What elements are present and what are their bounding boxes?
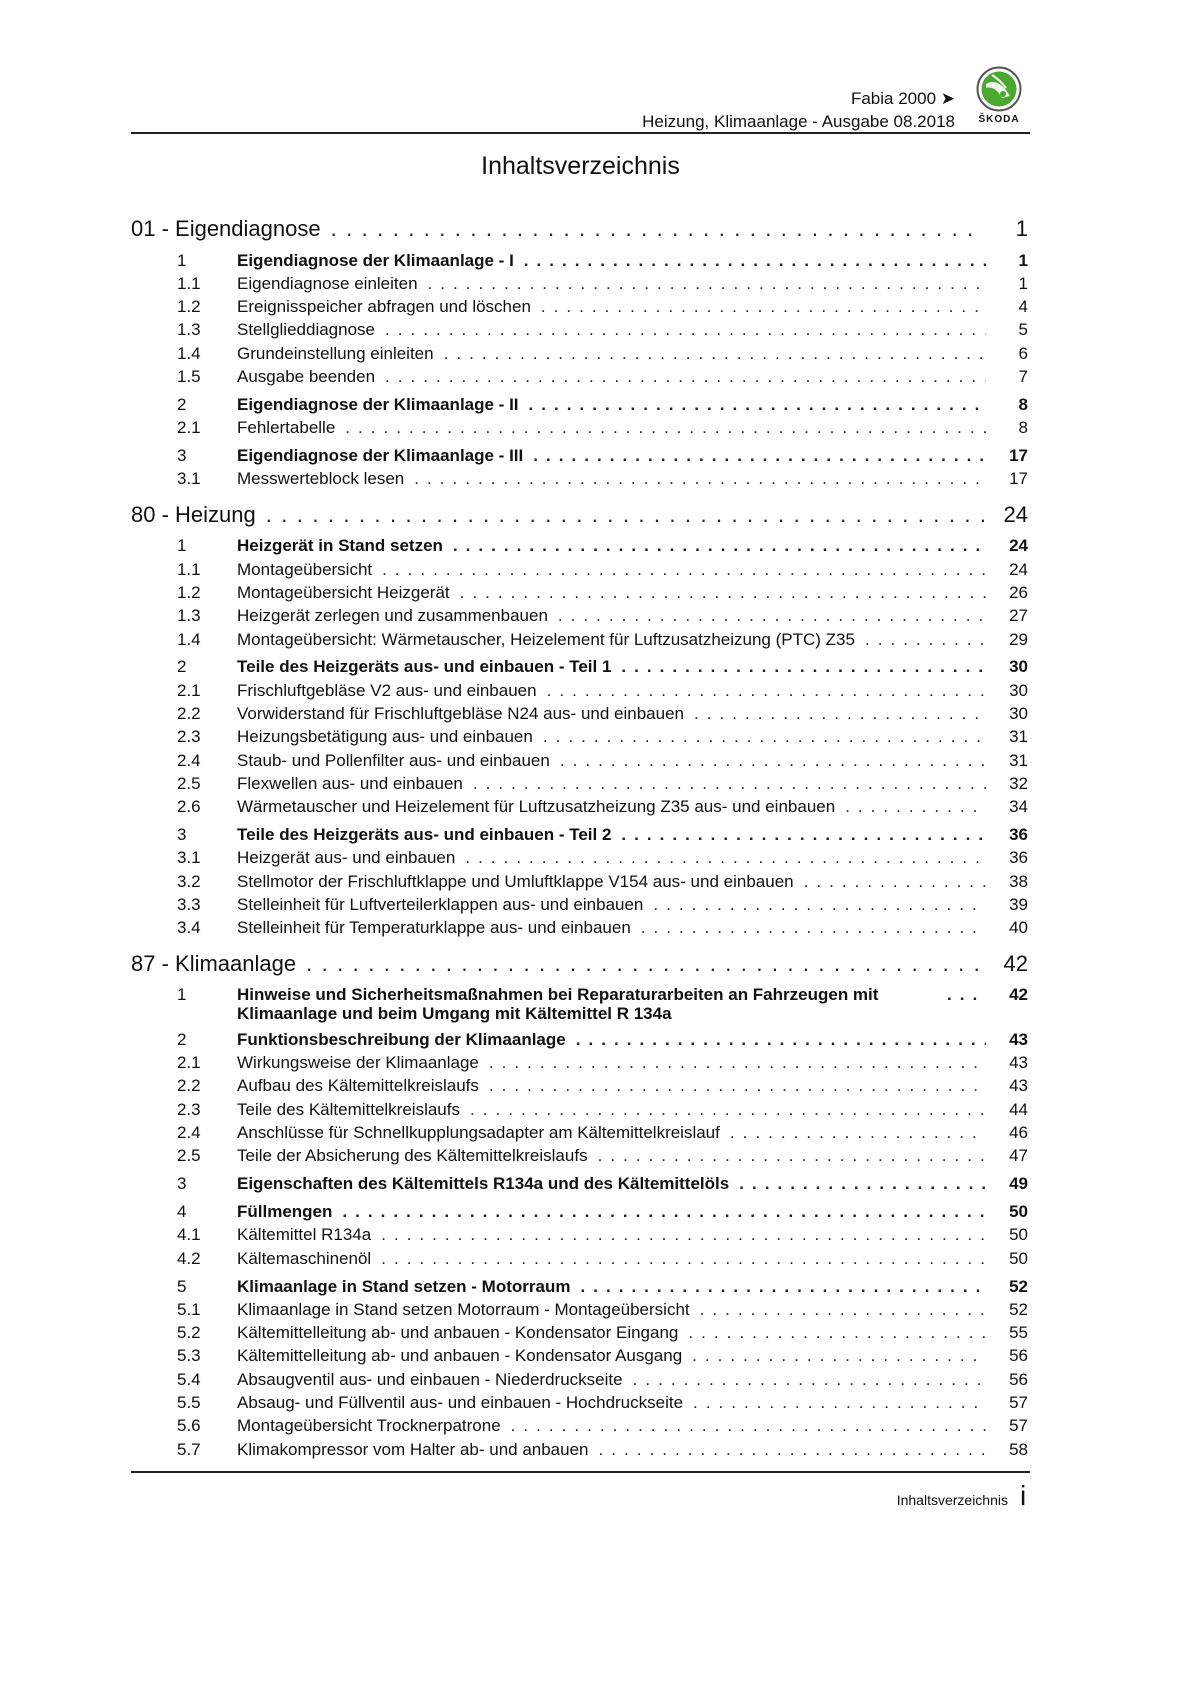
toc-page: 1 [1018, 250, 1028, 270]
toc-number: 2 [177, 394, 187, 414]
toc-entry[interactable] [131, 1074, 1028, 1097]
toc-number: 5.6 [177, 1416, 201, 1436]
toc-page: 32 [1009, 773, 1028, 793]
toc-page: 24 [1009, 536, 1028, 556]
toc-page: 44 [1009, 1099, 1028, 1119]
toc-page: 57 [1009, 1393, 1028, 1412]
toc-entry[interactable] [131, 893, 1028, 916]
toc-number: 1.3 [177, 320, 201, 340]
toc-entry[interactable] [131, 870, 1028, 893]
toc-title: Klimakompressor vom Halter ab- und anbauen [237, 1439, 589, 1459]
toc-page: 40 [1009, 918, 1028, 938]
toc-title: Montageübersicht Trocknerpatrone [237, 1416, 501, 1436]
toc-number: 1.5 [177, 367, 201, 387]
toc-entry[interactable] [131, 1200, 1028, 1223]
toc-entry[interactable] [131, 823, 1028, 846]
toc-number: 3 [177, 446, 187, 466]
toc-title: Staub- und Pollenfilter aus- und einbauen [237, 750, 550, 770]
toc-entry[interactable] [131, 1172, 1028, 1195]
dot-leader [947, 983, 986, 1006]
toc-entry[interactable] [131, 1121, 1028, 1144]
dot-leader [688, 1321, 986, 1344]
toc-title: Vorwiderstand für Frischluftgebläse N24 aus- und einbauen [237, 704, 684, 724]
toc-title: Ausgabe beenden [237, 367, 376, 387]
toc-page: 1 [1015, 216, 1028, 241]
toc-page: 6 [1018, 343, 1028, 363]
toc-title: Anschlüsse für Schnellkupplungsadapter am Kältemittelkreislauf [237, 1122, 720, 1142]
dot-leader [381, 1223, 986, 1246]
toc-title: Stellglieddiagnose [237, 320, 375, 340]
toc-title: Stellmotor der Frischluftklappe und Umluftklappe V154 aus- und einbauen [237, 871, 794, 891]
toc-title: Heizgerät aus- und einbauen [237, 848, 456, 868]
toc-title: Absaugventil aus- und einbauen - Niederdruckseite [237, 1369, 623, 1389]
footer-rule [131, 1471, 1030, 1473]
toc-number: 1 [177, 250, 187, 270]
toc-title: Heizgerät in Stand setzen [237, 536, 443, 556]
toc-page: 24 [1003, 501, 1028, 527]
dot-leader [306, 949, 984, 979]
toc-number: 1.1 [177, 273, 201, 293]
dot-leader [511, 1414, 986, 1437]
toc-number: 2.3 [177, 1099, 201, 1119]
toc-entry[interactable] [131, 416, 1028, 439]
dot-leader [385, 318, 986, 341]
dot-leader [865, 628, 986, 651]
toc-number: 2.2 [177, 1076, 201, 1096]
toc-page: 49 [1009, 1174, 1028, 1194]
toc-title: Kältemaschinenöl [237, 1248, 372, 1268]
dot-leader [804, 870, 986, 893]
toc-number: 3 [177, 1174, 187, 1194]
dot-leader [345, 416, 986, 439]
toc-entry[interactable] [131, 249, 1028, 272]
toc-title: Messwerteblock lesen [237, 469, 405, 489]
toc-title: Teile des Heizgeräts aus- und einbauen - Teil 2 [237, 825, 612, 845]
toc-page: 46 [1009, 1122, 1028, 1142]
toc-chapter[interactable] [131, 949, 1028, 979]
dot-leader [598, 1144, 986, 1167]
header-model: Fabia 2000 ➤ [850, 89, 955, 108]
dot-leader [489, 1074, 986, 1097]
dot-leader [653, 893, 986, 916]
toc-page: 50 [1009, 1202, 1028, 1222]
toc-number: 2.1 [177, 680, 201, 700]
dot-leader [428, 272, 986, 295]
toc-entry[interactable] [131, 1028, 1028, 1051]
toc-page: 39 [1009, 894, 1028, 914]
toc-number: 2.1 [177, 1053, 201, 1073]
dot-leader [547, 679, 986, 702]
toc-page: 42 [1009, 985, 1028, 1005]
toc-page: 50 [1009, 1248, 1028, 1268]
toc-title: Eigendiagnose der Klimaanlage - I [237, 250, 514, 270]
toc-number: 1.4 [177, 629, 201, 649]
toc-number: 4.1 [177, 1225, 201, 1245]
toc-title: Aufbau des Kältemittelkreislaufs [237, 1076, 479, 1096]
dot-leader [694, 702, 986, 725]
toc-title: Montageübersicht [237, 559, 373, 579]
toc-title: Füllmengen [237, 1202, 333, 1222]
toc-page: 5 [1018, 320, 1028, 340]
toc-number: 1 [177, 985, 187, 1005]
dot-leader [693, 1391, 986, 1414]
toc-page: 1 [1018, 273, 1028, 293]
toc-entry[interactable] [131, 467, 1028, 490]
dot-leader [444, 342, 986, 365]
toc-chapter[interactable] [131, 214, 1028, 244]
toc-entry[interactable] [131, 1275, 1028, 1298]
toc-page: 30 [1009, 704, 1028, 724]
toc-entry[interactable] [131, 655, 1028, 678]
toc-title: Stelleinheit für Luftverteilerklappen aus- und einbauen [237, 894, 644, 914]
dot-leader [560, 749, 986, 772]
dot-leader [730, 1121, 986, 1144]
toc-entry[interactable] [131, 1051, 1028, 1074]
page-title: Inhaltsverzeichnis [481, 152, 680, 180]
toc-page: 34 [1009, 797, 1028, 817]
toc-page: 29 [1009, 629, 1028, 649]
dot-leader [543, 725, 986, 748]
toc-title: Stelleinheit für Temperaturklappe aus- und einbauen [237, 918, 631, 938]
toc-number: 2.4 [177, 1122, 201, 1142]
toc-title: Absaug- und Füllventil aus- und einbauen - Hochdruckseite [237, 1393, 684, 1412]
toc-number: 5.4 [177, 1369, 201, 1389]
toc-number: 5 [177, 1276, 187, 1296]
dot-leader [633, 1368, 986, 1391]
toc-number: 3.3 [177, 894, 201, 914]
dot-leader [382, 558, 986, 581]
dot-leader [473, 772, 986, 795]
toc-entry[interactable] [131, 749, 1028, 772]
toc-entry[interactable] [131, 1344, 1028, 1367]
dot-leader [621, 655, 986, 678]
toc-title: Eigendiagnose einleiten [237, 273, 418, 293]
toc-entry[interactable] [131, 1391, 1028, 1414]
toc-page: 31 [1009, 727, 1028, 747]
dot-leader [599, 1438, 986, 1461]
toc-title: Flexwellen aus- und einbauen [237, 773, 463, 793]
toc-title: Kältemittel R134a [237, 1225, 372, 1245]
toc-entry[interactable] [131, 581, 1028, 604]
dot-leader [621, 823, 986, 846]
toc-number: 2 [177, 657, 187, 677]
toc-page: 8 [1018, 394, 1028, 414]
toc-entry[interactable] [131, 534, 1028, 557]
dot-leader [692, 1344, 986, 1367]
toc-number: 3.1 [177, 469, 201, 489]
toc-page: 27 [1009, 606, 1028, 626]
dot-leader [381, 1247, 986, 1270]
dot-leader [385, 365, 986, 388]
toc-title: Heizungsbetätigung aus- und einbauen [237, 727, 533, 747]
toc-page: 55 [1009, 1323, 1028, 1343]
dot-leader [529, 393, 986, 416]
toc-page: 31 [1009, 750, 1028, 770]
toc-title: Wirkungsweise der Klimaanlage [237, 1053, 479, 1073]
toc-page: 26 [1009, 582, 1028, 602]
toc-number: 2.3 [177, 727, 201, 747]
toc-title: Teile des Kältemittelkreislaufs [237, 1099, 460, 1119]
dot-leader [576, 1028, 986, 1051]
toc-number: 5.7 [177, 1439, 201, 1459]
toc-entry[interactable] [131, 1144, 1028, 1167]
toc-entry[interactable] [131, 725, 1028, 748]
dot-leader [558, 604, 986, 627]
toc-page: 7 [1018, 367, 1028, 387]
dot-leader [739, 1172, 986, 1195]
toc-entry[interactable] [131, 342, 1028, 365]
toc-page: 57 [1009, 1416, 1028, 1436]
toc-page: 56 [1009, 1346, 1028, 1366]
toc-entry[interactable] [131, 604, 1028, 627]
toc-number: 2.2 [177, 704, 201, 724]
toc-number: 3.4 [177, 918, 201, 938]
toc-entry[interactable] [131, 295, 1028, 318]
toc-entry[interactable] [131, 393, 1028, 416]
toc-number: 4.2 [177, 1248, 201, 1268]
toc-title: Eigendiagnose der Klimaanlage - II [237, 394, 519, 414]
brand-name: ŠKODA [978, 114, 1020, 125]
dot-leader [465, 846, 986, 869]
toc-title: Heizgerät zerlegen und zusammenbauen [237, 606, 548, 626]
toc-title: Kältemittelleitung ab- und anbauen - Kondensator Ausgang [237, 1346, 683, 1366]
toc-title: Eigendiagnose der Klimaanlage - III [237, 446, 524, 466]
toc-title: Klimaanlage in Stand setzen Motorraum - Montageübersicht [237, 1299, 690, 1319]
toc-title: 80 - Heizung [131, 501, 256, 527]
toc-number: 1 [177, 536, 187, 556]
toc-entry[interactable] [131, 1368, 1028, 1391]
dot-leader [414, 467, 986, 490]
toc-entry[interactable] [131, 1223, 1028, 1246]
footer-page-number: i [1020, 1480, 1027, 1511]
toc-title: Grundeinstellung einleiten [237, 343, 434, 363]
dot-leader [342, 1200, 986, 1223]
toc-entry[interactable] [131, 1438, 1028, 1461]
toc-page: 47 [1009, 1146, 1028, 1166]
toc-number: 1.2 [177, 297, 201, 317]
toc-page: 38 [1009, 871, 1028, 891]
toc-title: Montageübersicht: Wärmetauscher, Heizelement für Luftzusatzheizung (PTC) Z35 [237, 629, 855, 649]
toc-entry[interactable] [131, 679, 1028, 702]
footer-label: Inhaltsverzeichnis [896, 1492, 1008, 1508]
toc-entry[interactable] [131, 795, 1028, 818]
toc-title: Wärmetauscher und Heizelement für Luftzusatzheizung Z35 aus- und einbauen [237, 797, 836, 817]
toc-page: 50 [1009, 1225, 1028, 1245]
toc-entry[interactable] [131, 1321, 1028, 1344]
toc-number: 2.4 [177, 750, 201, 770]
toc-page: 24 [1009, 559, 1028, 579]
header-subtitle: Heizung, Klimaanlage - Ausgabe 08.2018 [642, 112, 955, 131]
toc-number: 5.2 [177, 1323, 201, 1343]
toc-title: Montageübersicht Heizgerät [237, 582, 450, 602]
toc-entry[interactable] [131, 365, 1028, 388]
toc-number: 2.1 [177, 418, 201, 438]
toc-page: 42 [1003, 950, 1028, 976]
toc-page: 36 [1009, 848, 1028, 868]
toc-title: Eigenschaften des Kältemittels R134a und des Kältemittelöls [237, 1174, 730, 1194]
toc-entry[interactable] [131, 444, 1028, 467]
toc-page: 30 [1009, 680, 1028, 700]
dot-leader [845, 795, 986, 818]
toc-number: 5.1 [177, 1299, 201, 1319]
dot-leader [580, 1275, 986, 1298]
toc-number: 1.1 [177, 559, 201, 579]
toc-number: 2.5 [177, 1146, 201, 1166]
dot-leader [489, 1051, 986, 1074]
toc-number: 5.5 [177, 1393, 201, 1412]
toc-title: Fehlertabelle [237, 418, 336, 438]
toc-number: 3.1 [177, 848, 201, 868]
header-rule [131, 132, 1030, 134]
toc-page: 56 [1009, 1369, 1028, 1389]
toc-page: 43 [1009, 1053, 1028, 1073]
toc-entry[interactable] [131, 318, 1028, 341]
toc-title: Funktionsbeschreibung der Klimaanlage [237, 1029, 566, 1049]
dot-leader [700, 1298, 986, 1321]
toc-title: Kältemittelleitung ab- und anbauen - Kondensator Eingang [237, 1323, 679, 1343]
toc-entry[interactable] [131, 1414, 1028, 1437]
toc-entry[interactable] [131, 558, 1028, 581]
toc-number: 1.3 [177, 606, 201, 626]
toc-entry[interactable] [131, 1098, 1028, 1121]
toc-page: 36 [1009, 825, 1028, 845]
toc-chapter[interactable] [131, 500, 1028, 530]
toc-page: 8 [1018, 418, 1028, 438]
dot-leader [453, 534, 986, 557]
toc-entry[interactable] [131, 846, 1028, 869]
toc-title: 87 - Klimaanlage [131, 950, 297, 976]
dot-leader [331, 214, 984, 244]
toc-entry[interactable] [131, 983, 1028, 1023]
dot-leader [541, 295, 986, 318]
toc-title: Teile der Absicherung des Kältemittelkreislaufs [237, 1146, 588, 1166]
toc-entry[interactable] [131, 1247, 1028, 1270]
toc-page: 58 [1009, 1439, 1028, 1459]
toc-title: Hinweise und Sicherheitsmaßnahmen bei Reparaturarbeiten an Fahrzeugen mit Klimaanlage und beim Umgang mit Kältemittel R 134a [237, 985, 879, 1024]
toc-title: Teile des Heizgeräts aus- und einbauen - Teil 1 [237, 657, 612, 677]
toc-page: 43 [1009, 1076, 1028, 1096]
toc-page: 52 [1009, 1299, 1028, 1319]
dot-leader [266, 500, 984, 530]
dot-leader [641, 916, 986, 939]
toc-page: 52 [1009, 1276, 1028, 1296]
toc-number: 3.2 [177, 871, 201, 891]
skoda-arrow-icon [976, 66, 1022, 112]
toc-entry[interactable] [131, 916, 1028, 939]
toc-page: 4 [1018, 297, 1028, 317]
toc-number: 1.4 [177, 343, 201, 363]
toc-entry[interactable] [131, 702, 1028, 725]
toc-number: 4 [177, 1202, 187, 1222]
toc-title: Ereignisspeicher abfragen und löschen [237, 297, 531, 317]
toc-title: Frischluftgebläse V2 aus- und einbauen [237, 680, 537, 700]
toc-page: 17 [1009, 446, 1028, 466]
skoda-logo [970, 66, 1028, 125]
toc-title: Klimaanlage in Stand setzen - Motorraum [237, 1276, 571, 1296]
dot-leader [533, 444, 986, 467]
dot-leader [524, 249, 986, 272]
toc-number: 2.5 [177, 773, 201, 793]
toc-page: 17 [1009, 469, 1028, 489]
toc-entry[interactable] [131, 272, 1028, 295]
toc-page: 30 [1009, 657, 1028, 677]
toc-entry[interactable] [131, 772, 1028, 795]
toc-entry[interactable] [131, 1298, 1028, 1321]
toc-number: 3 [177, 825, 187, 845]
toc-number: 5.3 [177, 1346, 201, 1366]
dot-leader [470, 1098, 986, 1121]
toc-number: 2 [177, 1029, 187, 1049]
toc-number: 2.6 [177, 797, 201, 817]
toc-title: 01 - Eigendiagnose [131, 216, 321, 241]
toc-entry[interactable] [131, 628, 1028, 651]
table-of-contents [131, 214, 1028, 1461]
dot-leader [460, 581, 986, 604]
toc-number: 1.2 [177, 582, 201, 602]
toc-page: 43 [1009, 1029, 1028, 1049]
